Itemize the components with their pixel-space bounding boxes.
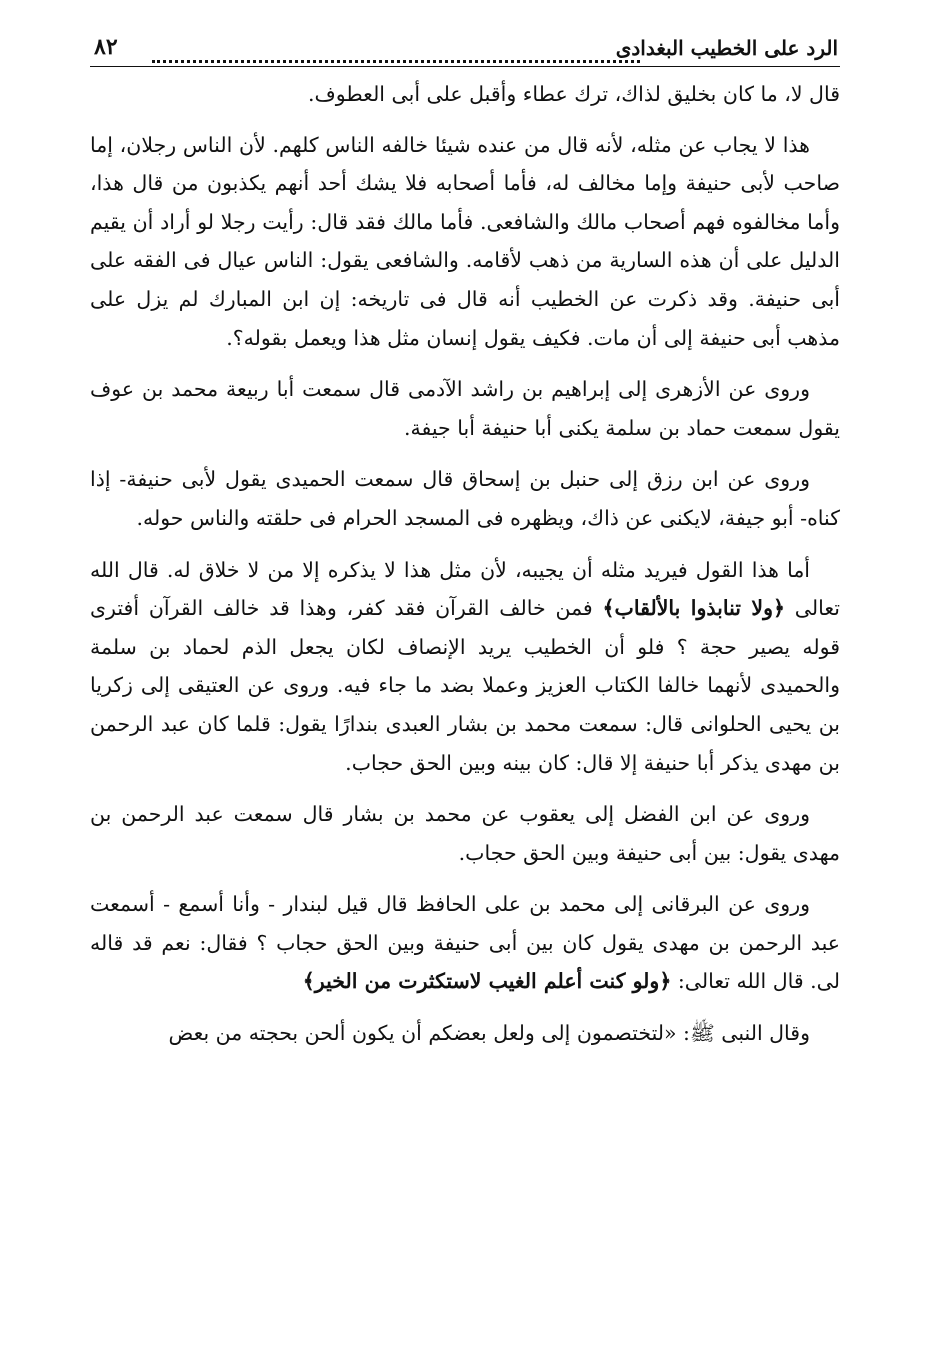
paragraph-2: هذا لا يجاب عن مثله، لأنه قال من عنده شيئا خالفه الناس كلهم. لأن الناس رجلان، إما صاحب لأبى حنيفة وإما مخالف له، فأما أصحابه فلا يشك أحد أنهم يكذبون من قال هذا، وأما مخالفوه فهم أصحاب مالك والشافعى. فأما مالك فقد قال: رأيت رجلا لو أراد أن يقيم الدليل على أن هذه السارية من ذهب لأقامه. والشافعى يقول: الناس عيال فى الفقه على أبى حنيفة. وقد ذكرت عن الخطيب أنه قال فى تاريخه: إن ابن المبارك لم يزل على مذهب أبى حنيفة إلى أن مات. فكيف يقول إنسان مثل هذا ويعمل بقوله؟. [90, 132, 840, 350]
paragraph-5 [90, 551, 840, 783]
paragraph-7 [90, 885, 840, 1001]
paragraph-4: وروى عن ابن رزق إلى حنبل بن إسحاق قال سمعت الحميدى يقول لأبى حنيفة- إذا كناه- أبو جيفة، لايكنى عن ذاك، ويظهره فى المسجد الحرام فى حلقته والناس حوله. [90, 467, 840, 530]
quran-quote: ﴿ولا تنابذوا بالألقاب﴾ [602, 596, 785, 621]
paragraph-6: وروى عن ابن الفضل إلى يعقوب عن محمد بن بشار قال سمعت عبد الرحمن بن مهدى يقول: بين أبى حنيفة وبين الحق حجاب. [90, 802, 840, 865]
paragraph-1: قال لا، ما كان بخليق لذاك، ترك عطاء وأقبل على أبى العطوف. [308, 82, 840, 106]
paragraph-5-text-after: فمن خالف القرآن فقد كفر، وهذا قد خالف القرآن أفترى قوله يصير حجة ؟ فلو أن الخطيب يريد الإنصاف لكان يجعل الذم لحماد بن سلمة والحميدى لأنهما خالفا الكتاب العزيز وعملا بضد ما جاء فيه. وروى عن العتيقى إلى زكريا بن يحيى الحلوانى قال: سمعت محمد بن بشار العبدى بندارًا يقول: قلما كان عبد الرحمن بن مهدى يذكر أبا حنيفة إلا قال: كان بينه وبين الحق حجاب. [90, 596, 840, 775]
page-number: ٨٢ [94, 34, 118, 60]
quran-quote: ﴿ولو كنت أعلم الغيب لاستكثرت من الخير﴾ [302, 969, 672, 994]
paragraph-7-text-before: وروى عن البرقانى إلى محمد بن على الحافظ قال قيل لبندار - وأنا أسمع - أسمعت عبد الرحمن بن مهدى يقول كان بين أبى حنيفة وبين الحق حجاب ؟ فقال: نعم قد قاله لى. قال الله تعالى: [90, 892, 840, 994]
book-page [90, 30, 840, 1350]
paragraph-5-text-before: أما هذا القول فيريد مثله أن يجيبه، لأن مثل هذا لا يذكره إلا من لا خلاق له. قال الله تعالى [90, 557, 840, 621]
header-leader-dots [152, 40, 640, 63]
running-header [90, 30, 840, 67]
paragraph-3: وروى عن الأزهرى إلى إبراهيم بن راشد الآدمى قال سمعت أبا ربيعة محمد بن عوف يقول سمعت حماد بن سلمة يكنى أبا حنيفة أبا جيفة. [90, 377, 840, 440]
paragraph-8: وقال النبى ﷺ: «لتختصمون إلى ولعل بعضكم أن يكون ألحن بحجته من بعض [168, 1021, 810, 1046]
running-title: الرد على الخطيب البغدادى [615, 36, 838, 60]
